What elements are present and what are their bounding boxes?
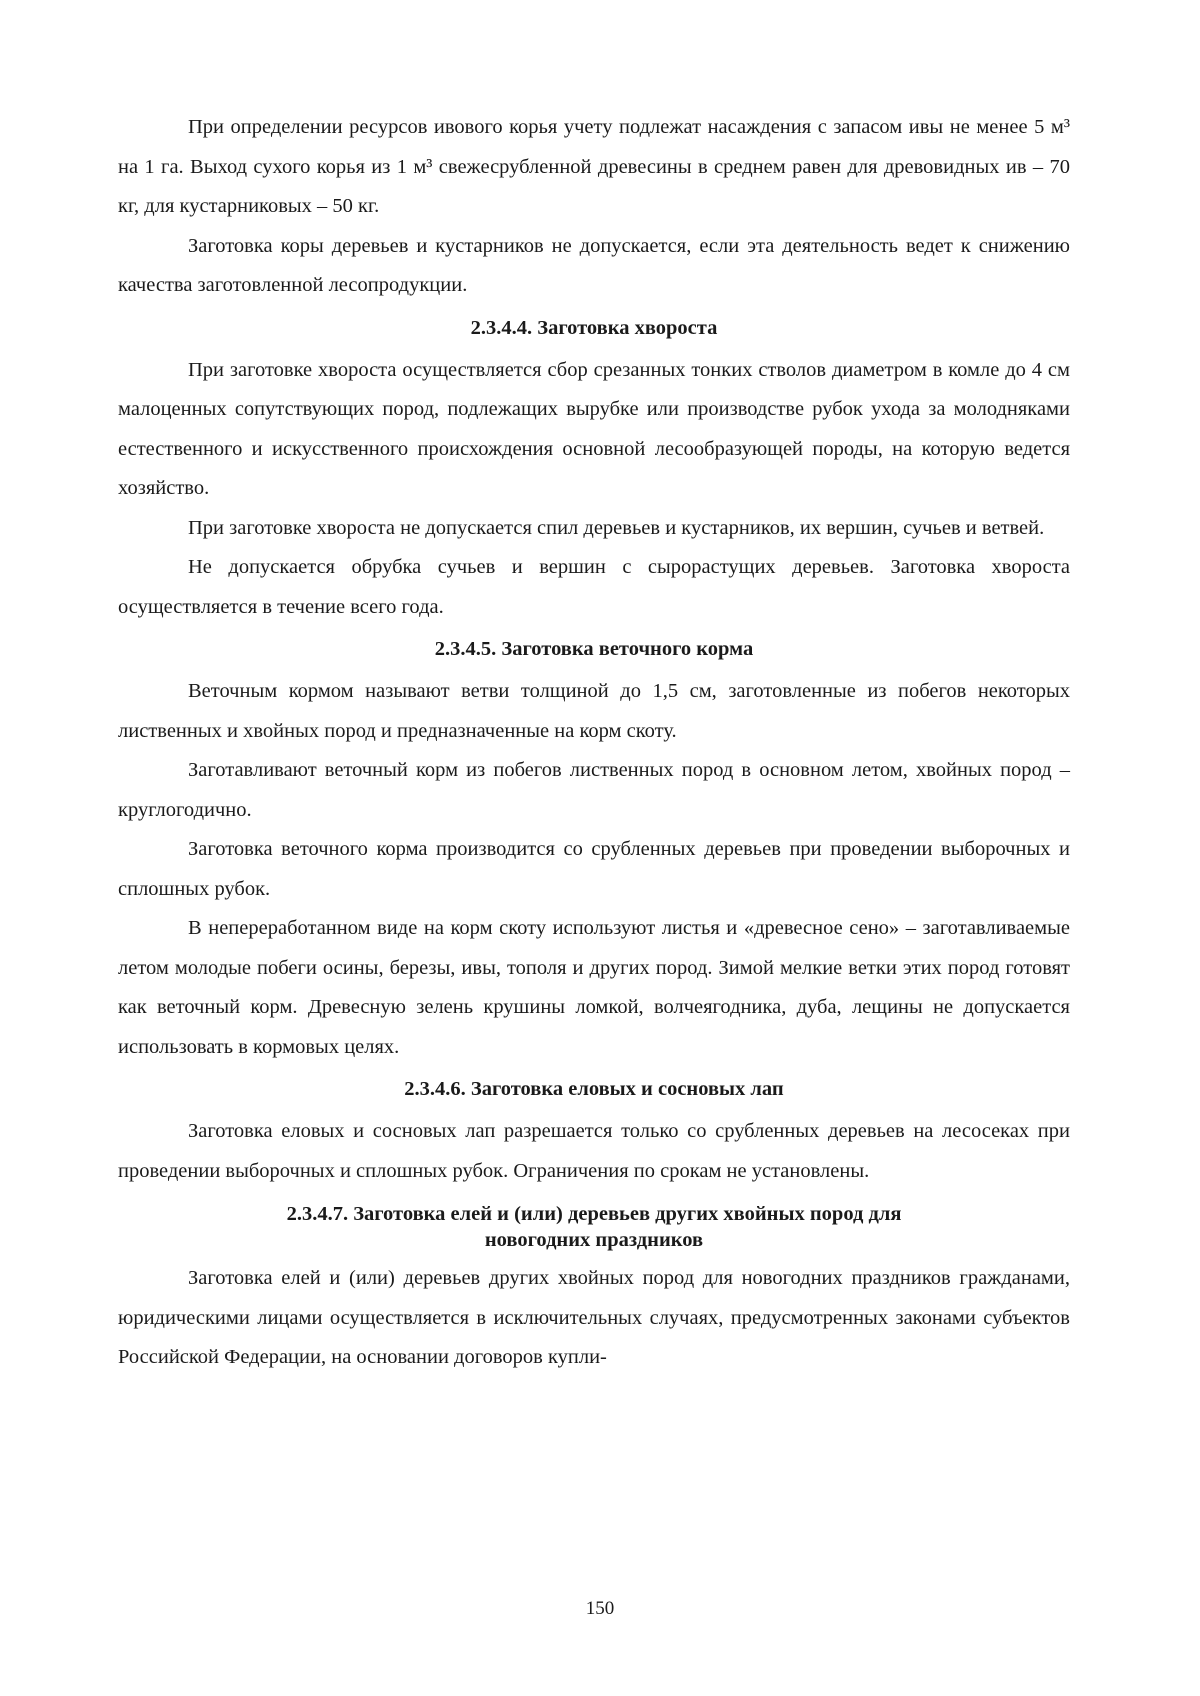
paragraph: При заготовке хвороста не допускается спил деревьев и кустарников, их вершин, сучьев и ветвей. (188, 516, 1045, 539)
section-heading (118, 1201, 1070, 1253)
paragraph: Не допускается обрубка сучьев и вершин с сырорастущих деревьев. Заготовка хвороста осуществляется в течение всего года. (118, 556, 1070, 618)
paragraph: Заготовка веточного корма производится со срубленных деревьев при проведении выборочных и сплошных рубок. (118, 838, 1070, 900)
section-heading-line: 2.3.4.7. Заготовка елей и (или) деревьев других хвойных пород для (286, 1203, 902, 1225)
section-heading-line: новогодних праздников (484, 1229, 704, 1251)
paragraph: При определении ресурсов ивового корья учету подлежат насаждения с запасом ивы не менее 5 м³ на 1 га. Выход сухого корья из 1 м³ свежесрубленной древесины в среднем равен для древовидных ив – 70 кг, для кустарниковых – 50 кг. (118, 116, 1070, 217)
paragraph: Заготовка еловых и сосновых лап разрешается только со срубленных деревьев на лесосеках при проведении выборочных и сплошных рубок. Ограничения по срокам не установлены. (118, 1120, 1070, 1182)
section-heading: 2.3.4.6. Заготовка еловых и сосновых лап (404, 1078, 784, 1100)
page-number: 150 (585, 1598, 615, 1619)
paragraph: В непереработанном виде на корм скоту используют листья и «древесное сено» – заготавливаемые летом молодые побеги осины, березы, ивы, тополя и других пород. Зимой мелкие ветки этих пород готовят как веточный корм. Древесную зелень крушины ломкой, волчеягодника, дуба, лещины не допускается использовать в кормовых целях. (118, 917, 1070, 1058)
section-heading: 2.3.4.4. Заготовка хвороста (470, 316, 718, 339)
section-heading: 2.3.4.5. Заготовка веточного корма (434, 638, 754, 660)
paragraph: Веточным кормом называют ветви толщиной до 1,5 см, заготовленные из побегов некоторых лиственных и хвойных пород и предназначенные на корм скоту. (118, 680, 1070, 742)
paragraph: Заготавливают веточный корм из побегов лиственных пород в основном летом, хвойных пород – круглогодично. (118, 759, 1070, 821)
paragraph: Заготовка елей и (или) деревьев других хвойных пород для новогодних праздников гражданами, юридическими лицами осуществляется в исключительных случаях, предусмотренных законами субъектов Российской Федерации, на основании договоров купли- (118, 1267, 1070, 1368)
paragraph: Заготовка коры деревьев и кустарников не допускается, если эта деятельность ведет к снижению качества заготовленной лесопродукции. (118, 234, 1070, 296)
document-page (118, 108, 1070, 1378)
paragraph: При заготовке хвороста осуществляется сбор срезанных тонких стволов диаметром в комле до 4 см малоценных сопутствующих пород, подлежащих вырубке или производстве рубок ухода за молодняками естественного и искусственного происхождения основной лесообразующей породы, на которую ведется хозяйство. (118, 358, 1070, 499)
